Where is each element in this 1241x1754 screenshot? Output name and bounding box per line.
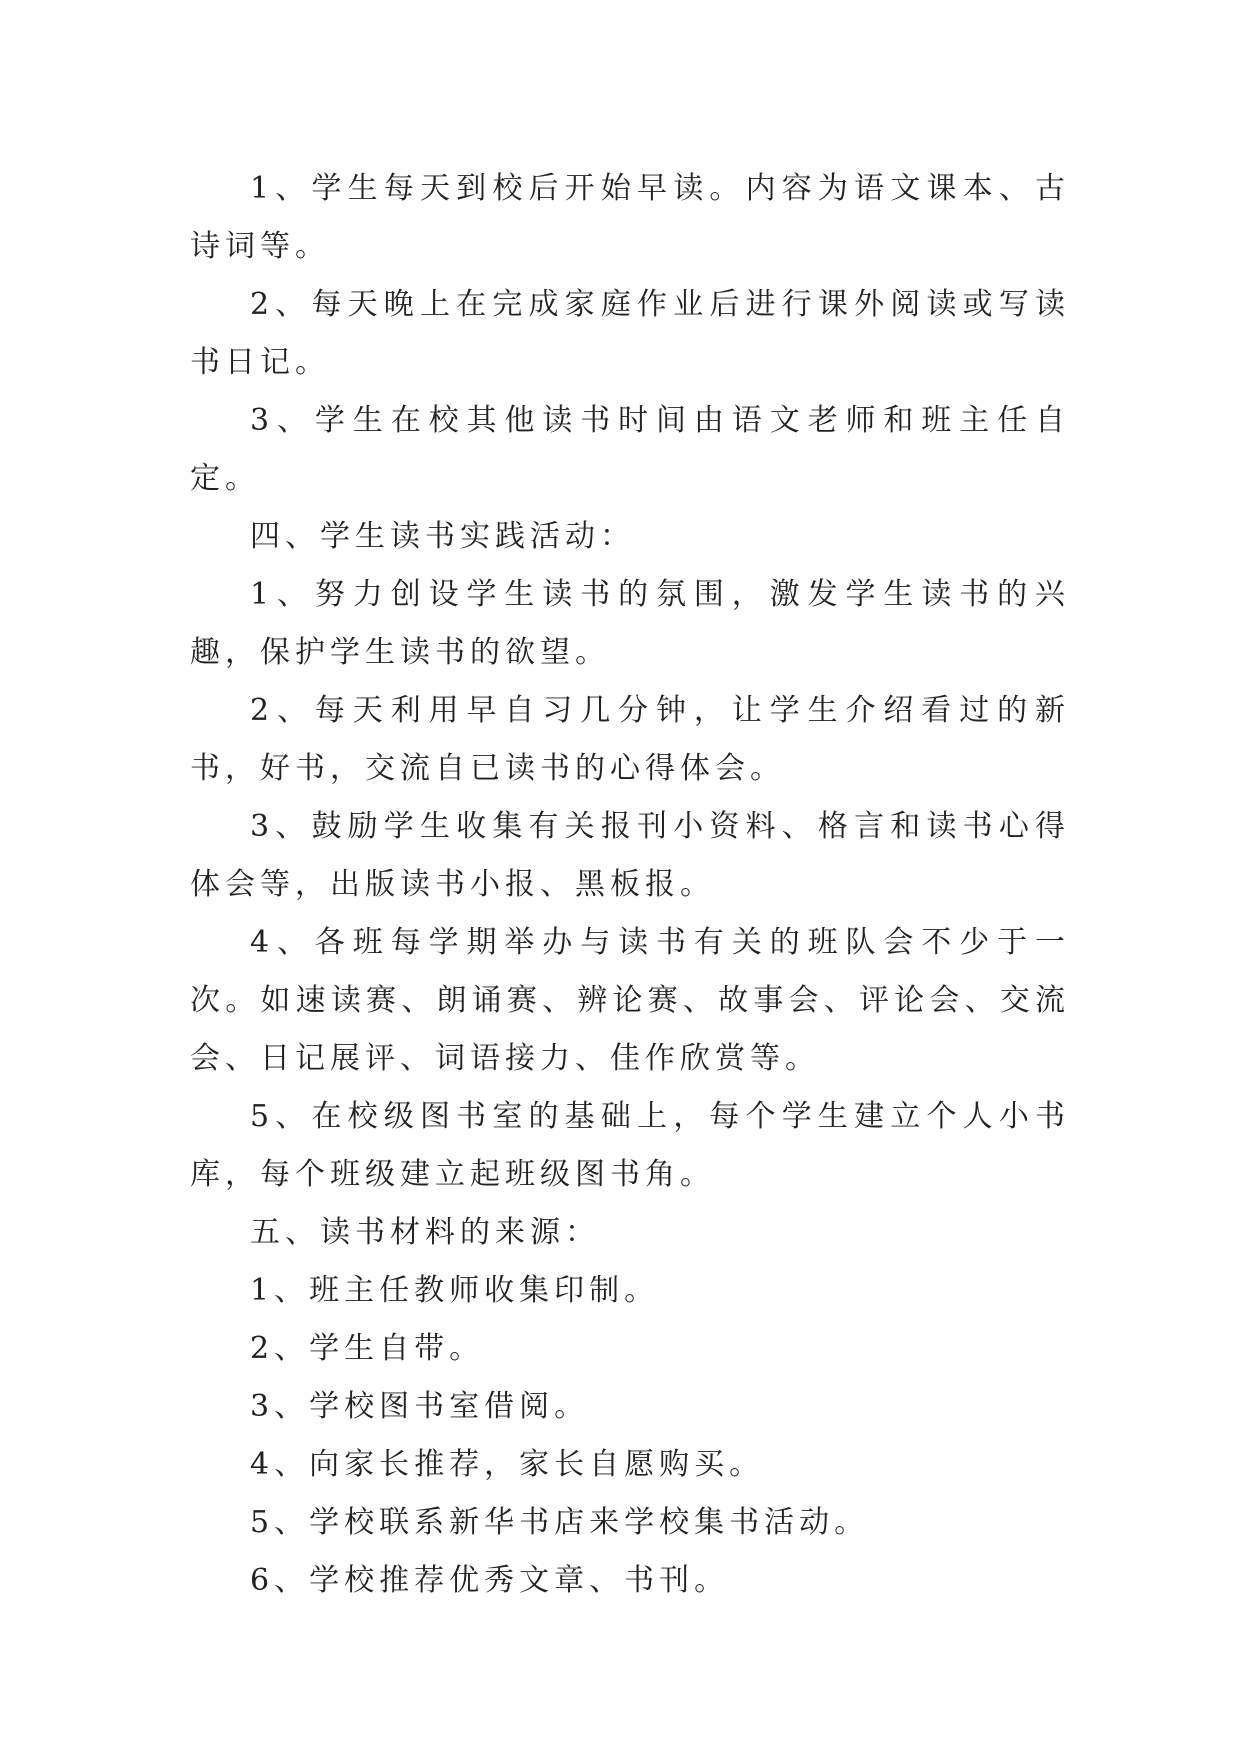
paragraph-other-reading-time: 3、学生在校其他读书时间由语文老师和班主任自定。 <box>190 403 1070 496</box>
paragraph-morning-reading: 1、学生每天到校后开始早读。内容为语文课本、古诗词等。 <box>190 171 1070 264</box>
list-item-source-parents: 4、向家长推荐，家长自愿购买。 <box>250 1447 765 1482</box>
list-item-source-teacher: 1、班主任教师收集印制。 <box>250 1273 660 1308</box>
paragraph-reading-atmosphere: 1、努力创设学生读书的氛围，激发学生读书的兴趣，保护学生读书的欲望。 <box>190 577 1070 670</box>
list-item-source-bookstore: 5、学校联系新华书店来学校集书活动。 <box>250 1505 870 1540</box>
paragraph-class-meetings: 4、各班每学期举办与读书有关的班队会不少于一次。如速读赛、朗诵赛、辨论赛、故事会、评论会、交流会、日记展评、词语接力、佳作欣赏等。 <box>190 925 1070 1076</box>
section-heading-material-sources: 五、读书材料的来源： <box>250 1215 600 1250</box>
paragraph-book-sharing: 2、每天利用早自习几分钟，让学生介绍看过的新书，好书，交流自已读书的心得体会。 <box>190 693 1070 786</box>
section-heading-practice-activities: 四、学生读书实践活动： <box>250 519 635 554</box>
paragraph-personal-library: 5、在校级图书室的基础上，每个学生建立个人小书库，每个班级建立起班级图书角。 <box>190 1099 1070 1192</box>
document-body <box>190 160 1070 1610</box>
list-item-source-school-recommend: 6、学校推荐优秀文章、书刊。 <box>250 1563 730 1598</box>
paragraph-evening-reading: 2、每天晚上在完成家庭作业后进行课外阅读或写读书日记。 <box>190 287 1070 380</box>
paragraph-collect-materials: 3、鼓励学生收集有关报刊小资料、格言和读书心得体会等，出版读书小报、黑板报。 <box>190 809 1070 902</box>
list-item-source-student: 2、学生自带。 <box>250 1331 485 1366</box>
list-item-source-library: 3、学校图书室借阅。 <box>250 1389 590 1424</box>
